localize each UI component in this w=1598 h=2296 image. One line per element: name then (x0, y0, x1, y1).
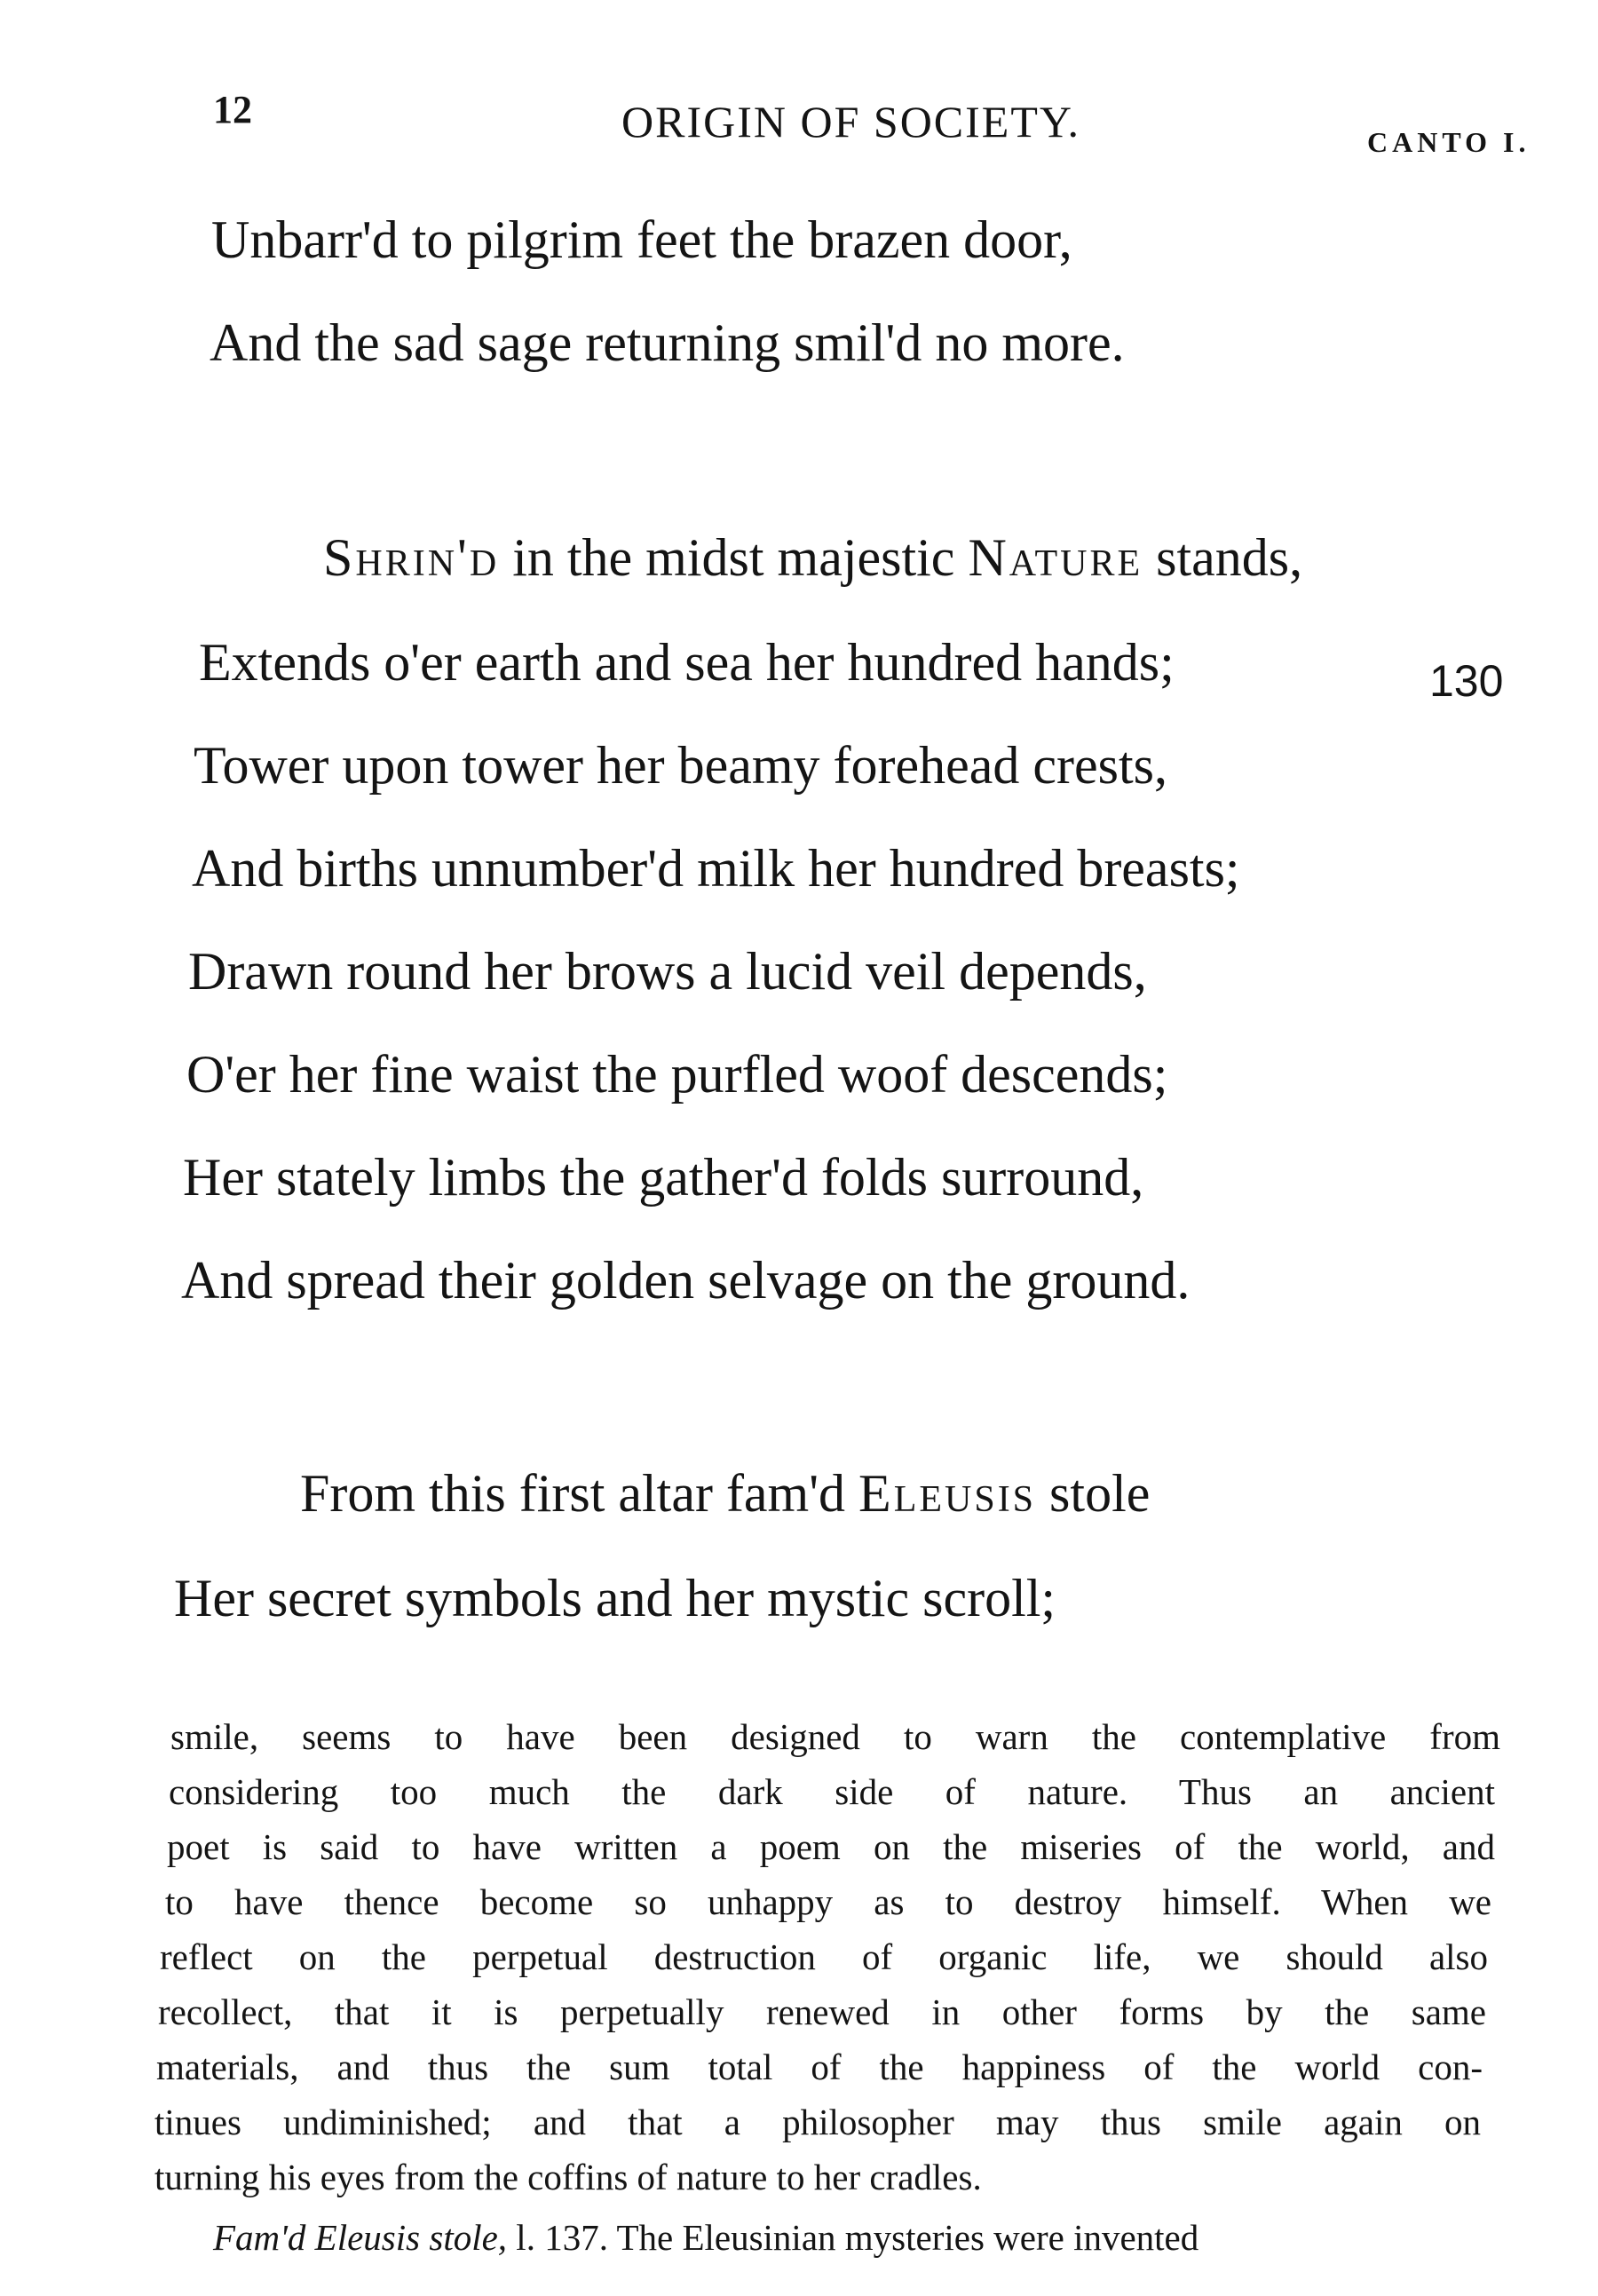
verse-text: From this first altar fam'd (300, 1464, 859, 1523)
note-line: tinues undiminished; and that a philosopher may thus smile again on (154, 2102, 1481, 2142)
verse-line: Her secret symbols and her mystic scroll; (174, 1569, 1056, 1627)
verse-text: stole (1036, 1464, 1151, 1523)
note-text: The Eleusinian mysteries were invented (607, 2217, 1199, 2258)
note-line: smile, seems to have been designed to warn the contemplative from (170, 1716, 1500, 1757)
note-line-ref: l. 137. (507, 2217, 608, 2258)
note-line: turning his eyes from the coffins of nature to her cradles. (154, 2157, 982, 2197)
verse-line: Drawn round her brows a lucid veil depends, (188, 942, 1147, 1001)
note-line: materials, and thus the sum total of the happiness of the world con- (156, 2047, 1483, 2087)
verse-eleusis-word: Eleusis (858, 1464, 1037, 1523)
note-line: considering too much the dark side of nature. Thus an ancient (169, 1771, 1495, 1812)
verse-line: O'er her fine waist the purfled woof descends; (186, 1045, 1168, 1104)
verse-line: And births unnumber'd milk her hundred breasts; (192, 839, 1240, 898)
note-line: poet is said to have written a poem on the miseries of the world, and (167, 1826, 1495, 1867)
verse-text: in the midst majestic (499, 528, 969, 587)
verse-line (300, 1464, 1151, 1523)
verse-line: Her stately limbs the gather'd folds surround, (183, 1148, 1144, 1207)
verse-first-word: Shrin'd (323, 528, 500, 587)
verse-nature-word: Nature (968, 528, 1143, 587)
page-number: 12 (213, 88, 252, 131)
note-line (213, 2217, 1481, 2258)
note-reference: Fam'd Eleusis stole, (213, 2217, 508, 2258)
verse-line: And spread their golden selvage on the ground. (181, 1251, 1191, 1310)
verse-text: stands, (1143, 528, 1303, 587)
note-line: reflect on the perpetual destruction of organic life, we should also (160, 1936, 1488, 1977)
verse-line: Tower upon tower her beamy forehead crests, (194, 736, 1168, 795)
verse-line (323, 528, 1303, 587)
canto-label: CANTO I. (1367, 126, 1531, 158)
running-title: ORIGIN OF SOCIETY. (621, 97, 1081, 146)
note-line: recollect, that it is perpetually renewed in other forms by the same (158, 1991, 1486, 2032)
verse-line: Unbarr'd to pilgrim feet the brazen door, (211, 210, 1072, 269)
verse-line: And the sad sage returning smil'd no more. (210, 313, 1125, 372)
note-line: to have thence become so unhappy as to destroy himself. When we (165, 1881, 1491, 1922)
verse-line-number: 130 (1429, 656, 1504, 706)
verse-line: Extends o'er earth and sea her hundred hands; (199, 633, 1175, 692)
